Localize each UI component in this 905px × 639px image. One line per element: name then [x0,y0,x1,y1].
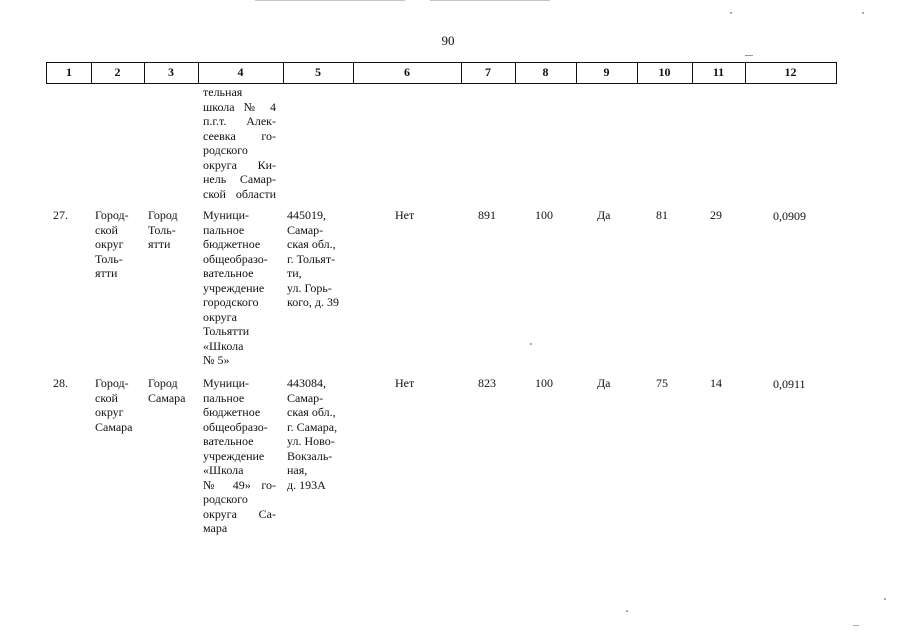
scan-artifact [626,610,628,612]
row-address: 445019, Самар- ская обл., г. Тольят- ти, ул. Горь- кого, д. 39 [287,208,339,309]
row-address: 443084, Самар- ская обл., г. Самара, ул. Ново- Вокзаль- ная, д. 193А [287,376,338,492]
row-col7: 823 [478,376,496,390]
row-school-name: Муници- пальное бюджетное общеобразо- вательное учреждение «Школа № 49» го- родского округа Са- мара [203,376,276,535]
header-col-7: 7 [485,65,491,79]
header-col-12: 12 [784,65,797,79]
scan-artifact [730,12,732,14]
scan-artifact [255,0,405,1]
header-col-8: 8 [542,65,549,79]
row-district: Город- ской округ Самара [95,376,133,434]
scan-artifact [430,0,550,1]
row-col7: 891 [478,208,496,222]
row-col12: 0,0911 [773,377,806,391]
row-number: 28. [53,376,68,390]
header-col-1: 1 [66,65,72,79]
row-district: Город- ской округ Толь- ятти [95,208,129,280]
row-col8: 100 [535,208,553,222]
scan-artifact [862,12,864,14]
row-col9: Да [597,376,611,390]
row-col11: 14 [710,376,722,390]
scan-artifact [884,598,886,600]
header-col-3: 3 [168,65,174,79]
row-col10: 75 [656,376,668,390]
row-col12: 0,0909 [773,209,806,223]
row-col9: Да [597,208,611,222]
row-col6: Нет [395,208,415,222]
page-number: 90 [441,33,455,48]
header-col-2: 2 [114,65,121,79]
table-header-row [46,62,837,84]
header-col-4: 4 [237,65,244,79]
row-city: Город Самара [148,376,186,405]
header-col-11: 11 [712,65,725,79]
row-col8: 100 [535,376,553,390]
row-col6: Нет [395,376,415,390]
header-col-5: 5 [315,65,321,79]
header-col-9: 9 [603,65,610,79]
continuation-school-name: тельная школа № 4 п.г.т. Алек- сеевка го- родского округа Ки- нель Самар- ской области [203,85,276,201]
scan-artifact [745,55,753,56]
header-col-6: 6 [404,65,410,79]
row-school-name: Муници- пальное бюджетное общеобразо- вательное учреждение городского округа Тольятти «Школа № 5» [203,208,268,367]
row-number: 27. [53,208,68,222]
row-col11: 29 [710,208,722,222]
row-col10: 81 [656,208,668,222]
scan-artifact [853,625,859,626]
row-city: Город Толь- ятти [148,208,178,251]
scan-artifact [530,343,532,345]
header-col-10: 10 [658,65,671,79]
